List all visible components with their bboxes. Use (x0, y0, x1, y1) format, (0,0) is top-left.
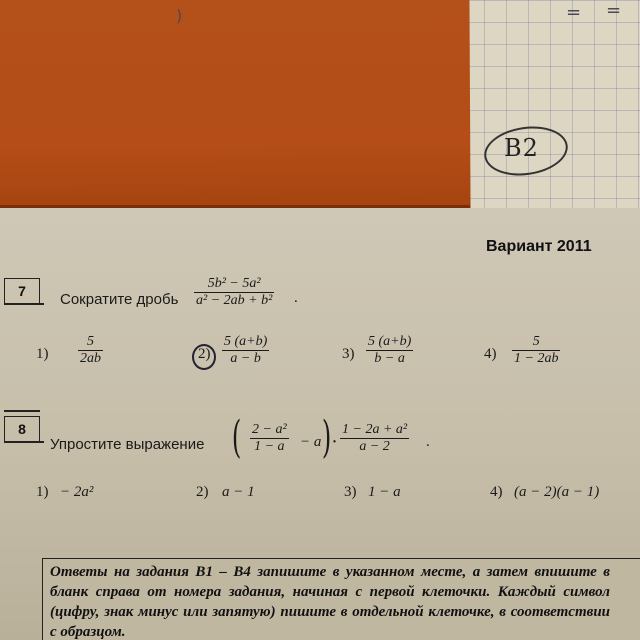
task-7-denominator: a² − 2ab + b² (196, 293, 273, 308)
task-7-option-4 (512, 334, 560, 367)
task-7-numerator: 5b² − 5a² (194, 276, 274, 293)
task-8-divider (4, 441, 44, 443)
task-7-option-2 (222, 334, 269, 367)
task-8-option-3: 1 − a (368, 484, 401, 500)
option-3-den: b − a (374, 351, 405, 366)
outer-den: a − 2 (359, 439, 390, 454)
task-7-option-1 (78, 334, 103, 367)
task-8-outer-fraction (340, 422, 409, 455)
task-7-period: . (294, 290, 298, 306)
pen-equals-mark-2: = (606, 0, 622, 21)
option-4-den: 1 − 2ab (514, 351, 559, 366)
inner-num: 2 − a² (252, 422, 287, 437)
task-8-option-1: − 2a² (60, 484, 94, 500)
task-8-option-4-index: 4) (490, 484, 503, 500)
inner-den: 1 − a (254, 439, 285, 454)
task-8-top-divider (4, 410, 40, 412)
task-8-minus-a: − a (300, 434, 322, 450)
task-8-option-1-index: 1) (36, 484, 49, 500)
task-8-option-4: (a − 2)(a − 1) (514, 484, 600, 500)
variant-title: Вариант 2011 (486, 238, 592, 255)
option-2-den: a − b (230, 351, 261, 366)
task-8-prompt: Упростите выражение (50, 436, 205, 453)
task-7-prompt: Сократите дробь (60, 291, 179, 308)
task-7-fraction (194, 276, 274, 309)
left-parenthesis: ( (231, 412, 242, 463)
task-7-option-2-index: 2) (198, 346, 211, 362)
orange-booklet-cover (0, 0, 471, 211)
task-7-divider (4, 303, 44, 305)
answer-instructions-text: Ответы на задания B1 – B4 запишите в указанном месте, а затем впишите в бланк справа от номера задания, начиная с первой клеточки. Каждый символ (цифру, знак минус или запятую) пишите в отдельной клеточке, в соответствии с образцом. (50, 564, 610, 640)
task-7-option-3-index: 3) (342, 346, 355, 362)
pen-equals-mark-1: = (566, 2, 582, 23)
option-1-den: 2ab (80, 351, 101, 366)
task-8-number: 8 (4, 416, 40, 442)
task-8-inner-fraction (250, 422, 289, 455)
option-2-num: 5 (a+b) (224, 334, 268, 349)
option-3-num: 5 (a+b) (368, 334, 412, 349)
option-1-num: 5 (78, 334, 103, 351)
outer-num: 1 − 2a + a² (342, 422, 408, 437)
task-7-option-1-index: 1) (36, 346, 49, 362)
task-7-number: 7 (4, 278, 40, 304)
task-8-option-3-index: 3) (344, 484, 357, 500)
task-8-dot: · (332, 434, 338, 450)
pen-mark: ) (176, 6, 183, 25)
right-parenthesis: ) (321, 412, 332, 463)
handwritten-b2-label: B2 (504, 134, 539, 162)
task-7-option-3 (366, 334, 413, 367)
task-7-option-4-index: 4) (484, 346, 497, 362)
task-8-period: . (426, 434, 430, 450)
task-8-option-2: a − 1 (222, 484, 255, 500)
task-8-option-2-index: 2) (196, 484, 209, 500)
option-4-num: 5 (512, 334, 560, 351)
